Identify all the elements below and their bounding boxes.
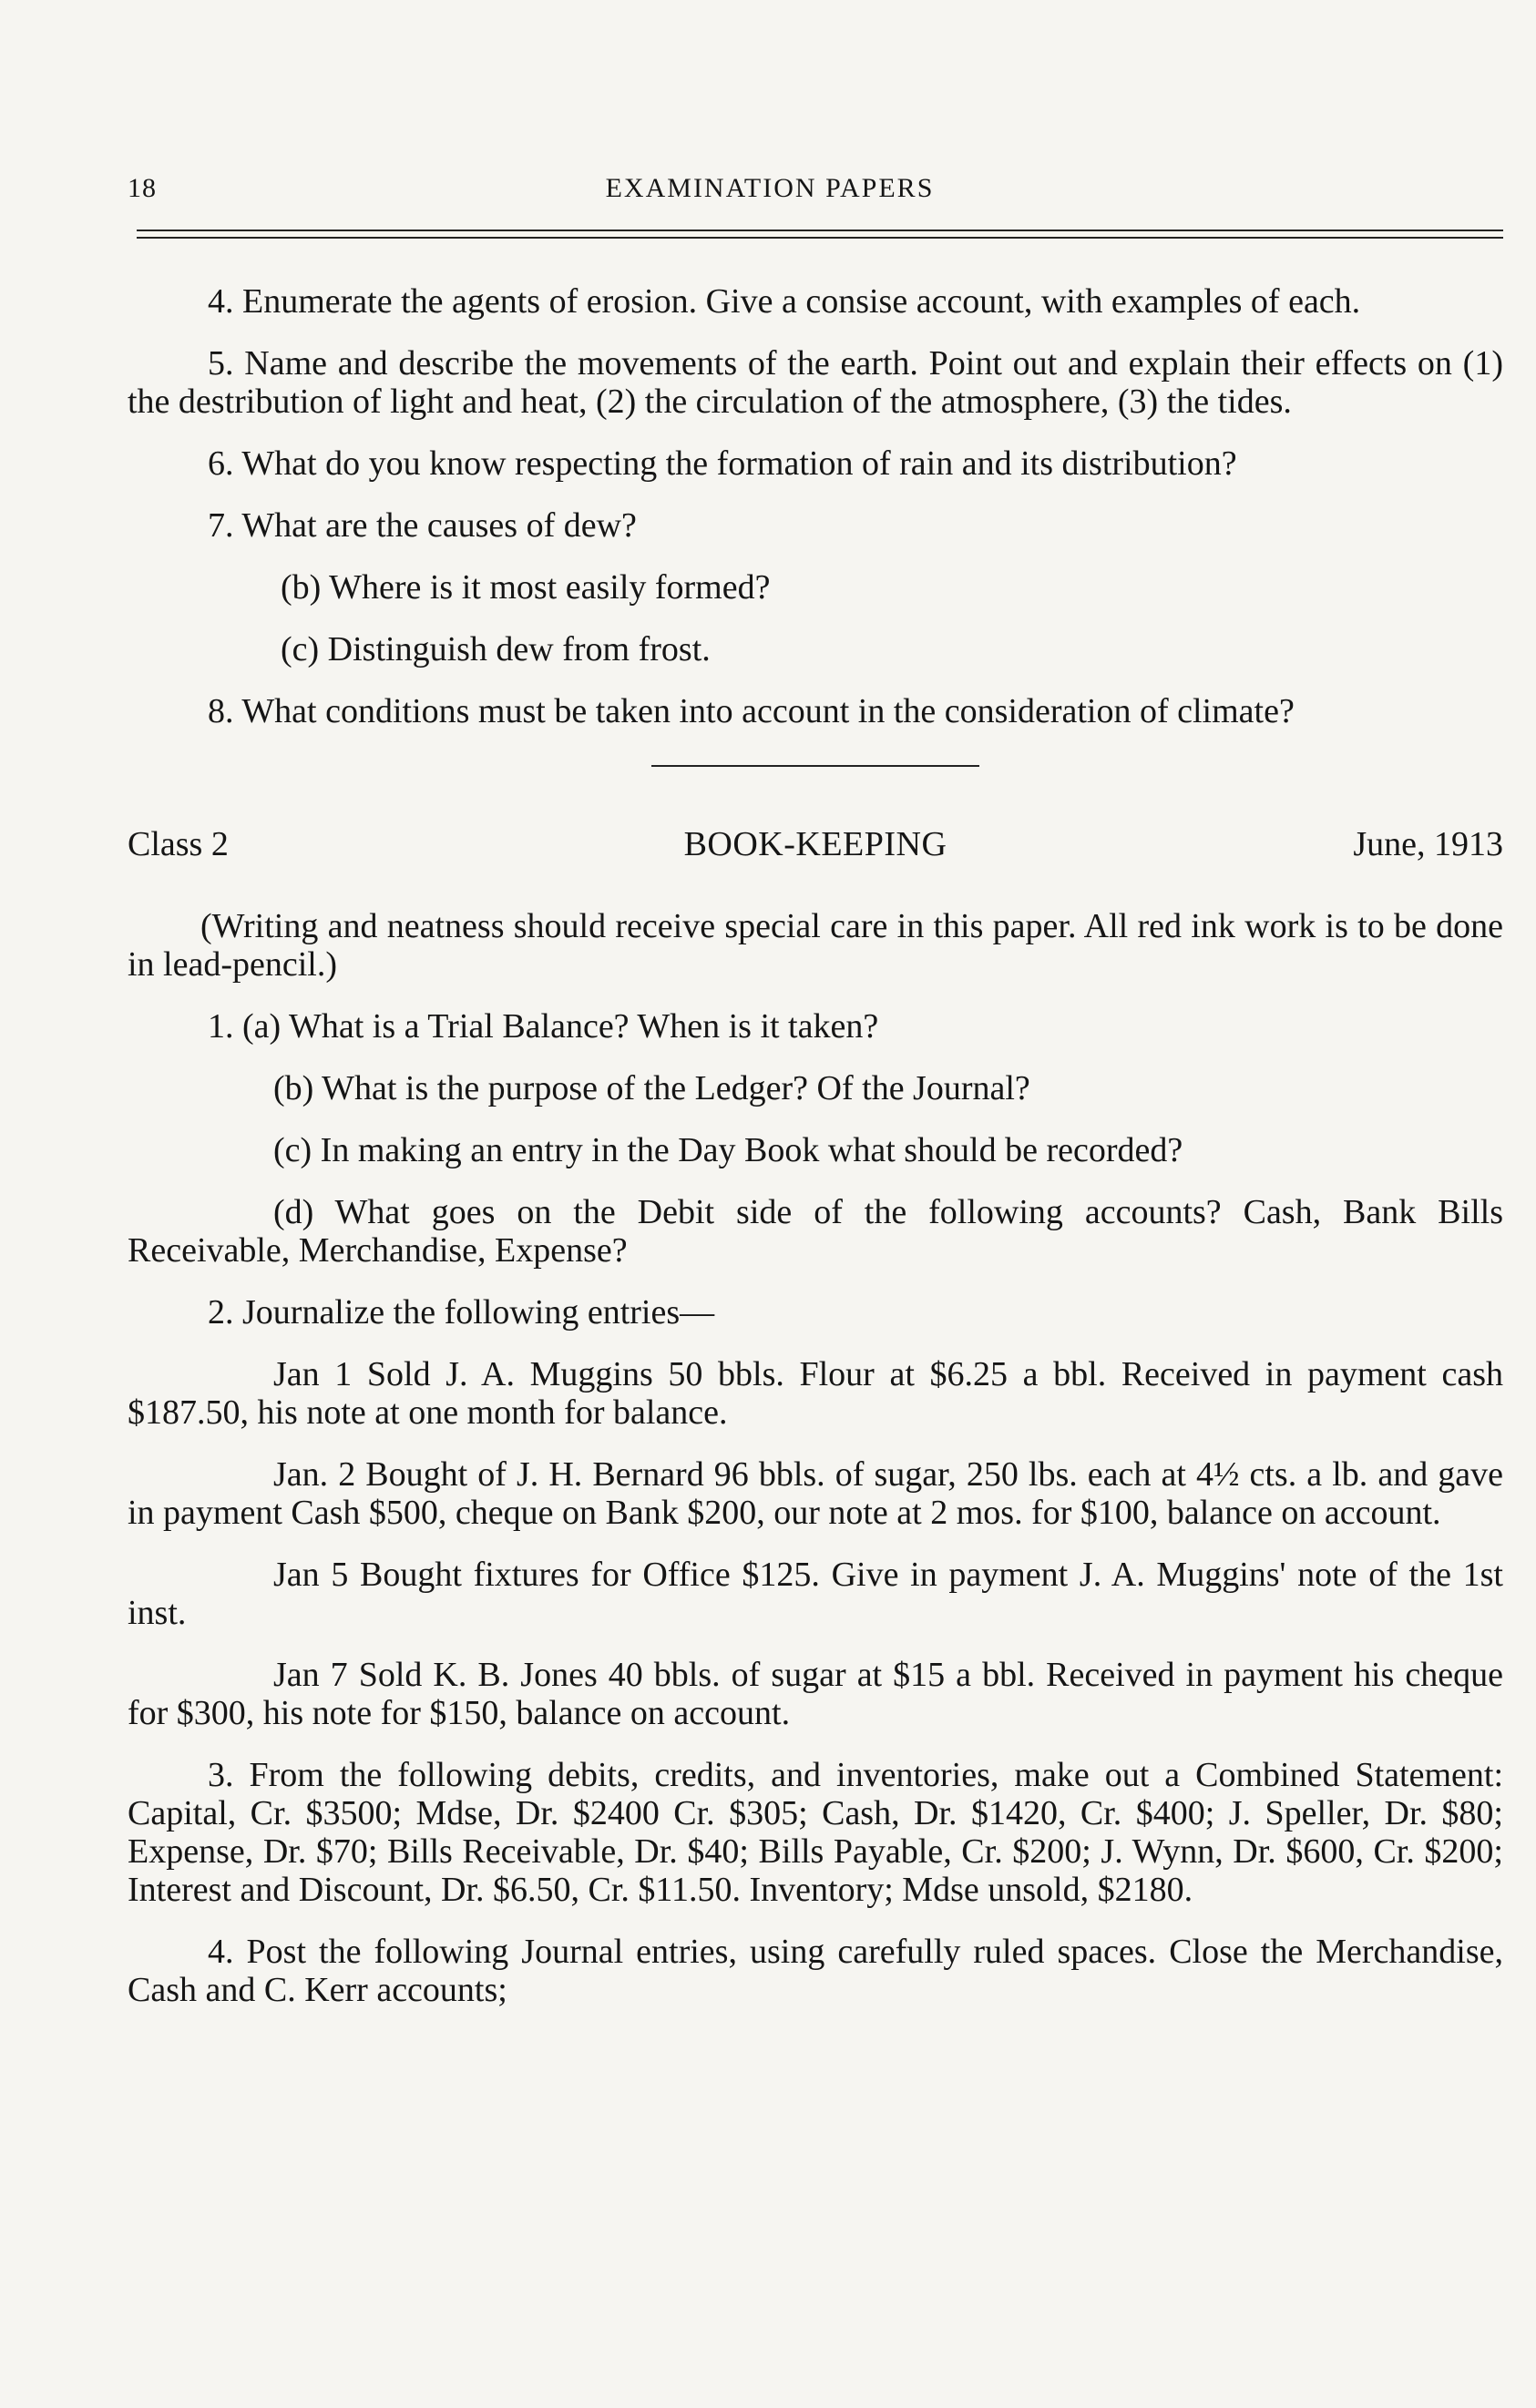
question-8-geography: 8. What conditions must be taken into account in the consideration of climate?: [208, 692, 1295, 730]
exam-date: June, 1913: [1353, 825, 1503, 863]
section-heading: [128, 825, 1503, 865]
page-content: [128, 282, 1503, 2033]
running-title: EXAMINATION PAPERS: [605, 173, 935, 203]
question-1b-bookkeeping: (b) What is the purpose of the Ledger? Of the Journal?: [273, 1069, 1030, 1107]
question-1a-bookkeeping: 1. (a) What is a Trial Balance? When is it taken?: [208, 1007, 879, 1046]
question-7-geography: 7. What are the causes of dew?: [208, 506, 637, 545]
question-2-bookkeeping: 2. Journalize the following entries—: [208, 1293, 715, 1332]
header-rule-top: [137, 230, 1503, 231]
question-3-bookkeeping: 3. From the following debits, credits, and inventories, make out a Combined Statement: Capital, Cr. $3500; Mdse, Dr. $2400 Cr. $305; Cash, Dr. $1420, Cr. $400; J. Speller, Dr. $80; Expense, Dr. $70; Bills Receivable, Dr. $40; Bills Payable, Cr. $200; J. Wynn, Dr. $600, Cr. $200; Interest and Discount, Dr. $6.50, Cr. $11.50. Inventory; Mdse unsold, $2180.: [128, 1756, 1503, 1909]
question-5-geography: 5. Name and describe the movements of the earth. Point out and explain their effects on (1) the destribution of light and heat, (2) the circulation of the atmosphere, (3) the tides.: [128, 344, 1503, 421]
question-4-bookkeeping: 4. Post the following Journal entries, using carefully ruled spaces. Close the Merchandise, Cash and C. Kerr accounts;: [128, 1933, 1503, 2009]
question-1c-bookkeeping: (c) In making an entry in the Day Book what should be recorded?: [273, 1131, 1183, 1169]
question-1d-bookkeeping: (d) What goes on the Debit side of the following accounts? Cash, Bank Bills Receivable, Merchandise, Expense?: [128, 1193, 1503, 1270]
question-7c-geography: (c) Distinguish dew from frost.: [281, 630, 711, 668]
journal-entry-jan-7: Jan 7 Sold K. B. Jones 40 bbls. of sugar at $15 a bbl. Received in payment his cheque for $300, his note for $150, balance on account.: [128, 1656, 1503, 1732]
section-divider: [651, 765, 979, 767]
subject-title: BOOK-KEEPING: [683, 825, 947, 863]
question-7b-geography: (b) Where is it most easily formed?: [281, 568, 771, 607]
question-4-geography: 4. Enumerate the agents of erosion. Give a consise account, with examples of each.: [208, 282, 1361, 321]
question-6-geography: 6. What do you know respecting the formation of rain and its distribution?: [208, 444, 1237, 483]
class-label: Class 2: [128, 825, 229, 863]
page-number: 18: [128, 173, 157, 203]
journal-entry-jan-1: Jan 1 Sold J. A. Muggins 50 bbls. Flour at $6.25 a bbl. Received in payment cash $187.50, his note at one month for balance.: [128, 1355, 1503, 1432]
page-header: [128, 173, 1412, 209]
journal-entry-jan-5: Jan 5 Bought fixtures for Office $125. Give in payment J. A. Muggins' note of the 1st inst.: [128, 1556, 1503, 1632]
header-rule-bottom: [137, 237, 1503, 239]
journal-entry-jan-2: Jan. 2 Bought of J. H. Bernard 96 bbls. of sugar, 250 lbs. each at 4½ cts. a lb. and gave in payment Cash $500, cheque on Bank $200, our note at 2 mos. for $100, balance on account.: [128, 1455, 1503, 1532]
instructions-note: (Writing and neatness should receive special care in this paper. All red ink work is to be done in lead-pencil.): [128, 907, 1503, 984]
